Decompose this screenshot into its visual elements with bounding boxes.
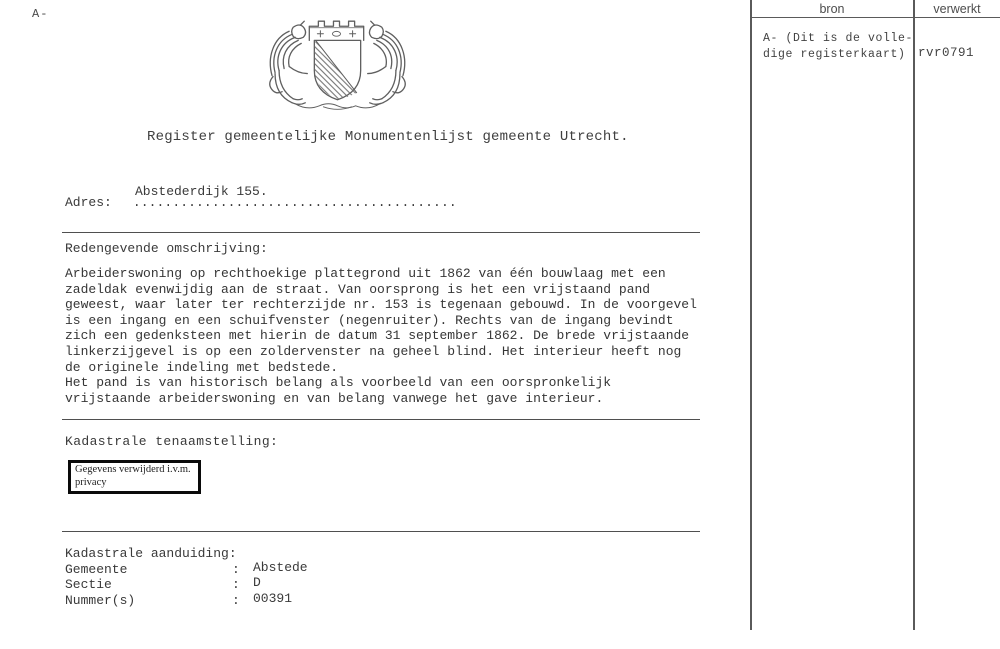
address-dotted-line: ......................................... [132, 195, 457, 210]
aanduiding-row-value: 00391 [253, 590, 293, 606]
privacy-text-line: privacy [75, 476, 107, 488]
aanduiding-row-value: D [253, 575, 261, 591]
sidebar-column-divider [913, 0, 915, 630]
description-text [65, 266, 697, 406]
address-label: Adres: [65, 195, 112, 210]
privacy-redaction-box [68, 460, 201, 494]
description-line: de originele indeling met bedstede. [65, 359, 339, 375]
divider-middle [62, 419, 700, 420]
bron-note-line: A- (Dit is de volle- [763, 32, 914, 45]
description-line: is een ingang en een schuifvenster (negenruiter). Rechts van de ingang bevindt [65, 312, 674, 328]
aanduiding-row-label: Nummer(s) [65, 592, 136, 608]
address-row [65, 195, 457, 210]
description-line: vrijstaande arbeiderswoning en van belang vanwege het gave interieur. [65, 390, 604, 406]
aanduiding-row-label: Sectie [65, 577, 112, 593]
utrecht-coat-of-arms-icon [267, 13, 408, 110]
aanduiding-row [65, 590, 308, 609]
aanduiding-row-separator: : [232, 577, 240, 593]
column-header-bron: bron [819, 2, 845, 16]
aanduiding-row-separator: : [232, 592, 240, 608]
privacy-text-line: Gegevens verwijderd i.v.m. [75, 464, 191, 475]
verwerkt-value: rvr0791 [918, 46, 975, 60]
description-heading: Redengevende omschrijving: [65, 241, 268, 256]
divider-top [62, 232, 700, 233]
description-line: zich een gedenksteen met hierin de datum 31 september 1862. De brede vrijstaande [65, 328, 690, 344]
aanduiding-row-value: Abstede [253, 559, 308, 575]
aanduiding-row-label: Gemeente [65, 561, 128, 577]
sidebar-header-underline [750, 17, 1000, 18]
description-line: geweest, waar later ter rechterzijde nr. 153 is tegenaan gebouwd. In de voorgevel [65, 297, 697, 313]
page-title: Register gemeentelijke Monumentenlijst gemeente Utrecht. [147, 129, 629, 145]
address-value: Abstederdijk 155. [135, 184, 268, 199]
bron-note [763, 31, 913, 63]
sidebar-left-border [750, 0, 752, 630]
divider-bottom [62, 531, 700, 532]
description-line: Arbeiderswoning op rechthoekige plattegrond uit 1862 van één bouwlaag met een [65, 266, 666, 281]
aanduiding-heading: Kadastrale aanduiding: [65, 546, 237, 561]
tenaamstelling-heading: Kadastrale tenaamstelling: [65, 434, 279, 449]
description-line: Het pand is van historisch belang als voorbeeld van een oorspronkelijk [65, 375, 612, 391]
description-line: linkerzijgevel is op een zoldervenster na geheel blind. Het interieur heeft nog [65, 343, 682, 359]
aanduiding-row-separator: : [232, 561, 240, 577]
aanduiding-row [65, 559, 308, 578]
column-header-verwerkt: verwerkt [933, 2, 981, 16]
kadastrale-aanduiding-block [65, 546, 308, 608]
corner-mark: A- [32, 7, 49, 21]
description-line: zadeldak evenwijdig aan de straat. Van oorsprong is het een vrijstaand pand [65, 281, 651, 297]
bron-note-line: dige registerkaart) [763, 48, 906, 61]
